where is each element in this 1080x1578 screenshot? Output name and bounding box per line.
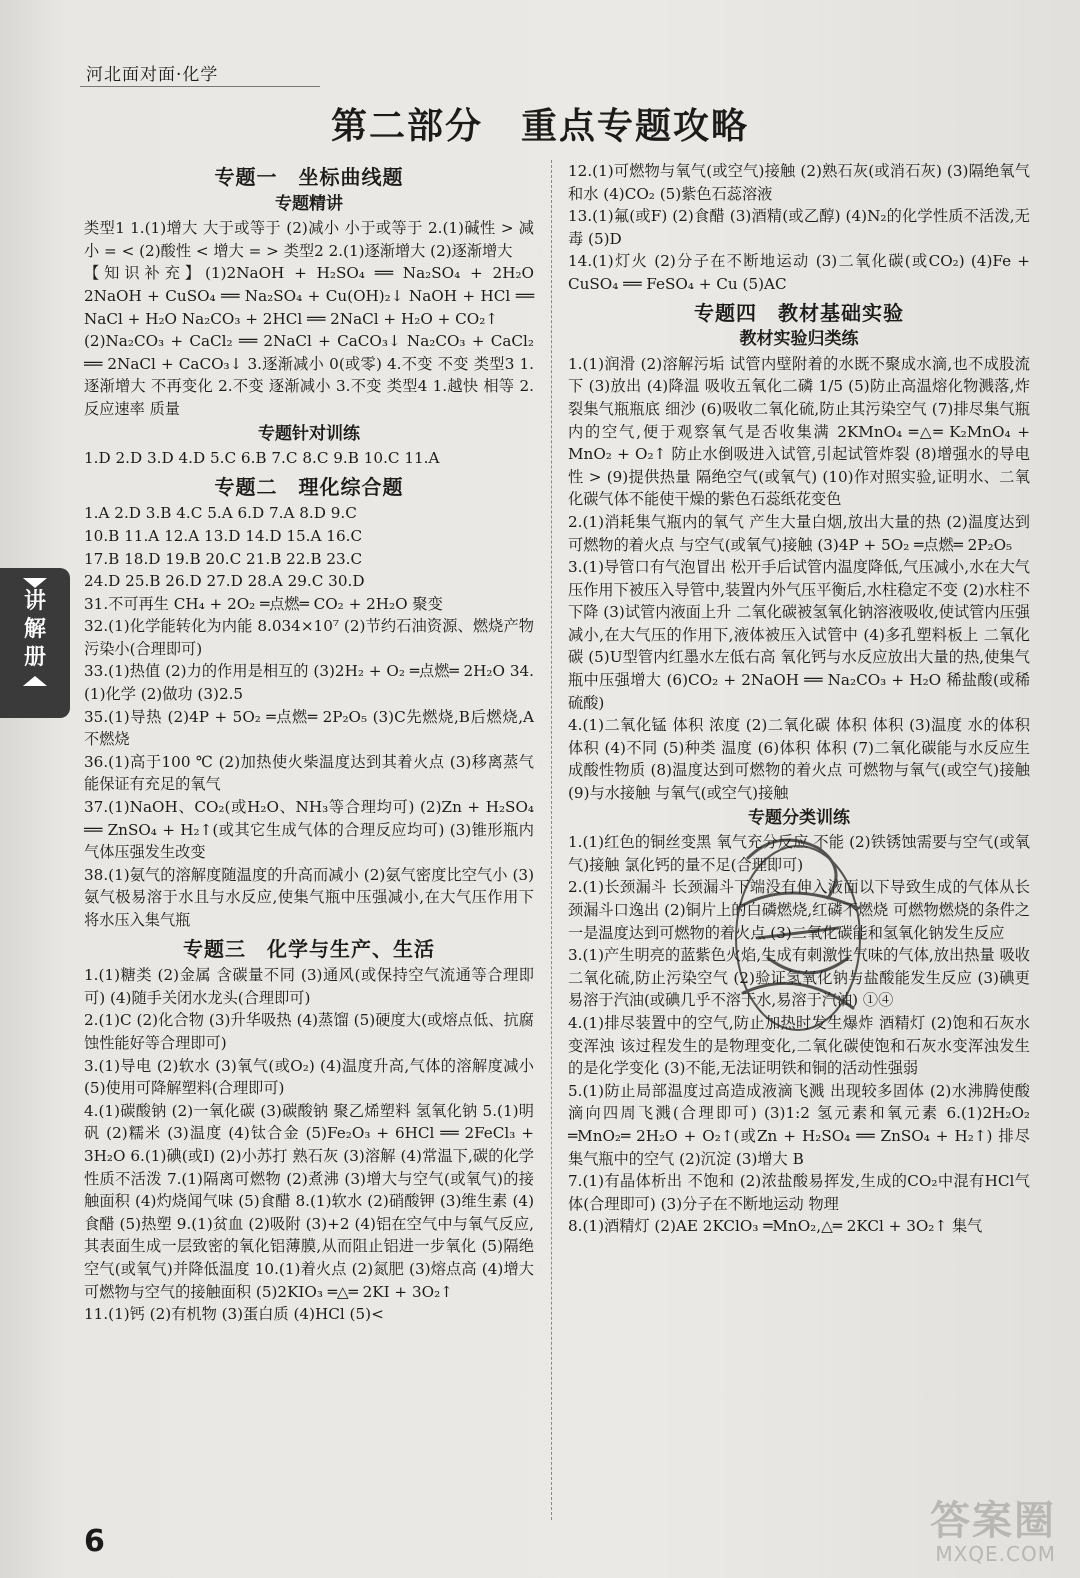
page-number: 6 — [84, 1524, 105, 1559]
subsection-heading: 专题针对训练 — [258, 423, 360, 444]
answer-paragraph: 11.(1)钙 (2)有机物 (3)蛋白质 (4)HCl (5)< — [84, 1305, 384, 1324]
answer-paragraph: 1.(1)润滑 (2)溶解污垢 试管内壁附着的水既不聚成水滴,也不成股流下 (3)放出 (4)降温 吸收五氧化二磷 1/5 (5)防止高温熔化物溅落,炸裂集气瓶瓶底 细沙 (6)吸收二氧化硫,防止其污染空气 (7)排尽集气瓶内的空气,便于观察氧气是否收集满 2KMnO₄ ═△═ K₂MnO₄ + MnO₂ + O₂↑ 防止水倒吸进入试管,引起试管炸裂 (8)增强水的导电性 > (9)提供热量 隔绝空气(或氧气) (10)作对照实验,证明水、二氧化碳气体不能使干燥的紫色石蕊纸花变色 — [568, 354, 1030, 509]
answer-paragraph: 【知识补充】(1)2NaOH + H₂SO₄ ══ Na₂SO₄ + 2H₂O 2NaOH + CuSO₄ ══ Na₂SO₄ + Cu(OH)₂↓ NaOH + HCl ══ NaCl + H₂O Na₂CO₃ + 2HCl ══ 2NaCl + H₂O + CO₂↑ — [84, 264, 534, 328]
answer-paragraph: 4.(1)排尽装置中的空气,防止加热时发生爆炸 酒精灯 (2)饱和石灰水变浑浊 该过程发生的是物理变化,二氧化碳使饱和石灰水变浑浊发生的是化学变化 (3)不能,无法证明铁和铜的活动性强弱 — [568, 1013, 1030, 1078]
answer-paragraph: 4.(1)二氧化锰 体积 浓度 (2)二氧化碳 体积 体积 (3)温度 水的体积 体积 (4)不同 (5)种类 温度 (6)体积 体积 (7)二氧化碳能与水反应生成酸性物质 (8)温度达到可燃物的着火点 可燃物与氧气(或空气)接触 (9)与水接触 与氧气(或空气)接触 — [568, 716, 1030, 803]
topic-heading: 专题二 理化综合题 — [214, 474, 404, 499]
page-title: 第二部分 重点专题攻略 — [330, 106, 749, 147]
answer-paragraph: 3.(1)产生明亮的蓝紫色火焰,生成有刺激性气味的气体,放出热量 吸收二氧化硫,防止污染空气 (2)验证氢氧化钠与盐酸能发生反应 (3)碘更易溶于汽油(或碘几乎不溶于水,易溶于汽油) ①④ — [568, 946, 1030, 1010]
answer-paragraph: 37.(1)NaOH、CO₂(或H₂O、NH₃等合理均可) (2)Zn + H₂SO₄ ══ ZnSO₄ + H₂↑(或其它生成气体的合理反应均可) (3)锥形瓶内气体压强发生改变 — [84, 798, 534, 862]
answer-paragraph: 3.(1)导管口有气泡冒出 松开手后试管内温度降低,气压减小,水在大气压作用下被压入导管中,装置内外气压平衡后,水柱稳定不变 (2)水柱不下降 (3)试管内液面上升 二氧化碳被氢氧化钠溶液吸收,使试管内压强减小,在大气压的作用下,液体被压入试管中 (4)多孔塑料板上 二氧化碳 (5)U型管内红墨水左低右高 氧化钙与水反应放出大量的热,使集气瓶中压强增大 (6)CO₂ + 2NaOH ══ Na₂CO₃ + H₂O 稀盐酸(或稀硫酸) — [568, 558, 1030, 712]
side-tab-char: 解 — [23, 617, 46, 642]
chevron-down-icon — [23, 578, 47, 588]
answer-paragraph: 8.(1)酒精灯 (2)AE 2KClO₃ ═MnO₂,△═ 2KCl + 3O₂↑ 集气 — [568, 1217, 983, 1236]
watermark — [930, 1489, 1056, 1566]
watermark-brand: 答案圈 — [930, 1498, 1056, 1544]
answer-paragraph: 33.(1)热值 (2)力的作用是相互的 (3)2H₂ + O₂ ═点燃═ 2H₂O 34.(1)化学 (2)做功 (3)2.5 — [84, 662, 534, 704]
answer-paragraph: 1.(1)糖类 (2)金属 含碳量不同 (3)通风(或保持空气流通等合理即可) (4)随手关闭水龙头(合理即可) — [84, 966, 534, 1007]
column-divider — [551, 160, 553, 1520]
answer-paragraph: 2.(1)C (2)化合物 (3)升华吸热 (4)蒸馏 (5)硬度大(或熔点低、抗腐蚀性能好等合理即可) — [84, 1011, 534, 1052]
answer-paragraph: 14.(1)灯火 (2)分子在不断地运动 (3)二氧化碳(或CO₂) (4)Fe + CuSO₄ ══ FeSO₄ + Cu (5)AC — [568, 252, 1030, 293]
running-head: 河北面对面·化学 — [86, 65, 219, 85]
answer-paragraph: 类型1 1.(1)增大 大于或等于 (2)减小 小于或等于 2.(1)碱性 > 减小 = < (2)酸性 < 增大 = > 类型2 2.(1)逐渐增大 (2)逐渐增大 — [84, 219, 534, 260]
answer-paragraph: 10.B 11.A 12.A 13.D 14.D 15.A 16.C — [84, 526, 363, 545]
header-rule — [80, 86, 320, 87]
handwritten-stamp — [718, 818, 878, 1038]
answer-paragraph: 5.(1)防止局部温度过高造成液滴飞溅 出现较多固体 (2)水沸腾使酸滴向四周飞溅(合理即可) (3)1:2 氢元素和氧元素 6.(1)2H₂O₂ ═MnO₂═ 2H₂O + O₂↑(或Zn + H₂SO₄ ══ ZnSO₄ + H₂↑) 排尽集气瓶中的空气 (2)沉淀 (3)增大 B — [568, 1081, 1030, 1168]
topic-heading: 专题四 教材基础实验 — [694, 300, 904, 325]
answer-paragraph: 12.(1)可燃物与氧气(或空气)接触 (2)熟石灰(或消石灰) (3)隔绝氧气和水 (4)CO₂ (5)紫色石蕊溶液 — [568, 162, 1030, 203]
answer-paragraph: (2)Na₂CO₃ + CaCl₂ ══ 2NaCl + CaCO₃↓ Na₂CO₃ + CaCl₂ ══ 2NaCl + CaCO₃↓ 3.逐渐减小 0(或零) 4.不变 不变 类型3 1.逐渐增大 不再变化 2.不变 逐渐减小 3.不变 类型4 1.越快 相等 2.反应速率 质量 — [84, 332, 534, 418]
topic-heading: 专题三 化学与生产、生活 — [183, 936, 435, 961]
answer-paragraph: 2.(1)长颈漏斗 长颈漏斗下端没有伸入液面以下导致生成的气体从长颈漏斗口逸出 (2)铜片上的白磷燃烧,红磷不燃烧 可燃物燃烧的条件之一是温度达到可燃物的着火点 (3)二氧化碳能和氢氧化钠发生反应 — [568, 878, 1030, 942]
topic-heading: 专题一 坐标曲线题 — [214, 165, 404, 189]
right-column — [568, 160, 1030, 1238]
answer-paragraph: 4.(1)碳酸钠 (2)一氧化碳 (3)碳酸钠 聚乙烯塑料 氢氧化钠 5.(1)明矾 (2)糯米 (3)温度 (4)钛合金 (5)Fe₂O₃ + 6HCl ══ 2FeCl₃ + 3H₂O 6.(1)碘(或I) (2)小苏打 熟石灰 (3)溶解 (4)常温下,碳的化学性质不活泼 7.(1)隔离可燃物 (2)煮沸 (3)增大与空气(或氧气)的接触面积 (4)灼烧闻气味 (5)食醋 8.(1)软水 (2)硝酸钾 (3)维生素 (4)食醋 (5)热塑 9.(1)贫血 (2)吸附 (3)+2 (4)铝在空气中与氧气反应,其表面生成一层致密的氧化铝薄膜,从而阻止铝进一步氧化 (5)隔绝空气(或氧气)并降低温度 10.(1)着火点 (2)氮肥 (3)熔点高 (4)增大可燃物与空气的接触面积 (5)2KIO₃ ═△═ 2KI + 3O₂↑ — [84, 1101, 534, 1301]
answer-paragraph: 31.不可再生 CH₄ + 2O₂ ═点燃═ CO₂ + 2H₂O 聚变 — [84, 594, 443, 613]
subsection-heading: 专题精讲 — [275, 193, 343, 214]
answer-paragraph: 35.(1)导热 (2)4P + 5O₂ ═点燃═ 2P₂O₅ (3)C先燃烧,B后燃烧,A不燃烧 — [84, 707, 534, 749]
watermark-domain: MXQE.COM — [935, 1542, 1056, 1566]
answer-paragraph: 17.B 18.D 19.B 20.C 21.B 22.B 23.C — [84, 549, 363, 568]
subsection-heading: 教材实验归类练 — [739, 329, 859, 350]
section-side-tab[interactable] — [0, 568, 70, 718]
answer-paragraph: 1.A 2.D 3.B 4.C 5.A 6.D 7.A 8.D 9.C — [84, 504, 357, 523]
answer-paragraph: 36.(1)高于100 ℃ (2)加热使火柴温度达到其着火点 (3)移离蒸气能保证有充足的氧气 — [84, 752, 534, 794]
side-tab-char: 册 — [23, 645, 46, 670]
subsection-heading: 专题分类训练 — [748, 807, 850, 828]
answer-paragraph: 2.(1)消耗集气瓶内的氧气 产生大量白烟,放出大量的热 (2)温度达到可燃物的着火点 与空气(或氧气)接触 (3)4P + 5O₂ ═点燃═ 2P₂O₅ — [568, 512, 1030, 554]
answer-paragraph: 32.(1)化学能转化为内能 8.034×10⁷ (2)节约石油资源、燃烧产物污染小(合理即可) — [84, 617, 534, 658]
chevron-up-icon — [23, 676, 47, 686]
side-tab-char: 讲 — [23, 589, 46, 614]
answer-paragraph: 24.D 25.B 26.D 27.D 28.A 29.C 30.D — [84, 572, 365, 591]
answer-paragraph: 7.(1)有晶体析出 不饱和 (2)浓盐酸易挥发,生成的CO₂中混有HCl气体(合理即可) (3)分子在不断地运动 物理 — [568, 1172, 1030, 1213]
answer-paragraph: 38.(1)氨气的溶解度随温度的升高而减小 (2)氨气密度比空气小 (3)氨气极易溶于水且与水反应,使集气瓶中压强减小,在大气压作用下将水压入集气瓶 — [84, 865, 534, 929]
answer-paragraph: 1.D 2.D 3.D 4.D 5.C 6.B 7.C 8.C 9.B 10.C 11.A — [84, 449, 440, 468]
answer-paragraph: 3.(1)导电 (2)软水 (3)氧气(或O₂) (4)温度升高,气体的溶解度减小 (5)使用可降解塑料(合理即可) — [84, 1056, 534, 1098]
answer-paragraph: 13.(1)氟(或F) (2)食醋 (3)酒精(或乙醇) (4)N₂的化学性质不活泼,无毒 (5)D — [568, 207, 1030, 248]
left-column — [84, 160, 534, 1326]
answer-paragraph: 1.(1)红色的铜丝变黑 氧气充分反应 不能 (2)铁锈蚀需要与空气(或氧气)接触 氯化钙的量不足(合理即可) — [568, 833, 1030, 874]
